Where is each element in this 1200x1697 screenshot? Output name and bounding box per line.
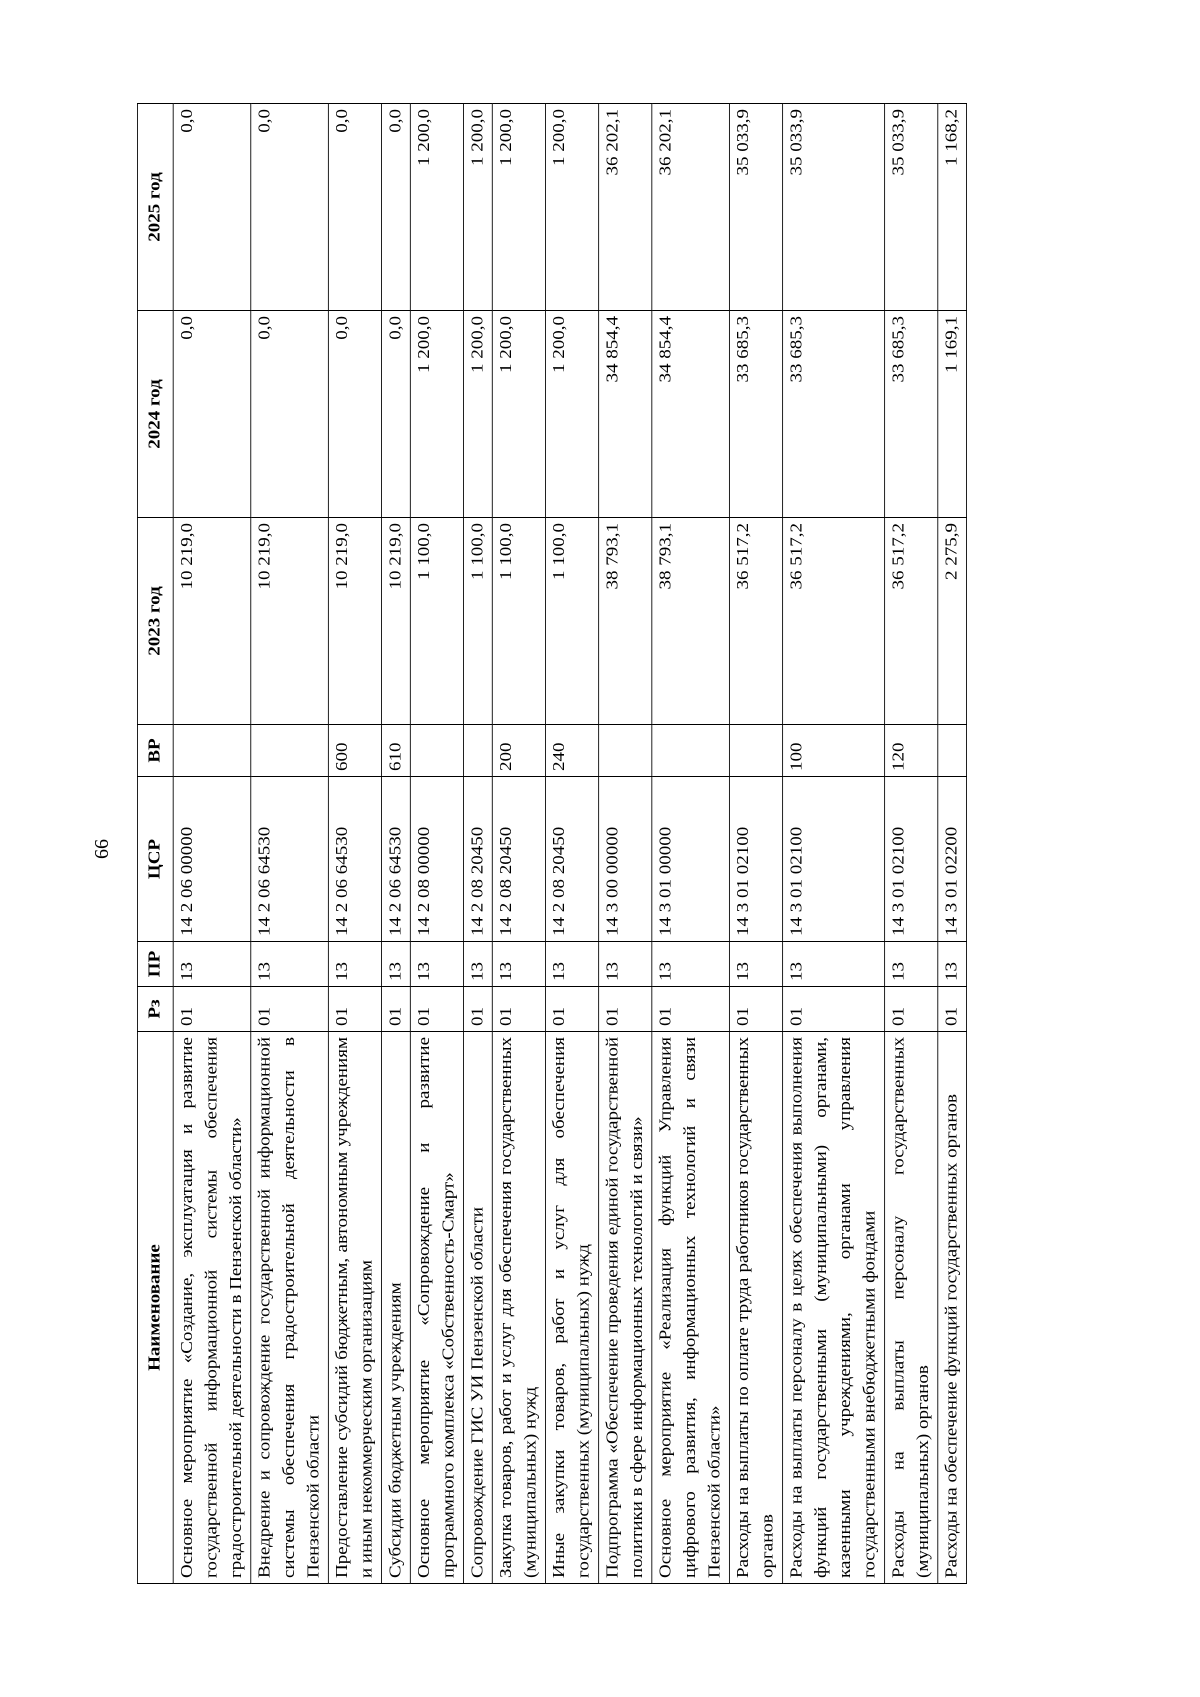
table-row	[652, 104, 730, 1584]
table-row	[410, 104, 463, 1584]
cell-vr	[410, 725, 463, 777]
cell-name: Основное мероприятие «Сопровождение и развитие программного комплекса «Собственность-Смарт»	[410, 1032, 463, 1584]
cell-pr: 13	[328, 942, 381, 987]
cell-name: Основное мероприятие «Реализация функций Управления цифрового развития, информационных технологий и связи Пензенской области»	[652, 1032, 730, 1584]
cell-csr: 14 3 01 02100	[729, 777, 782, 942]
cell-pr: 13	[729, 942, 782, 987]
cell-csr: 14 3 01 02100	[885, 777, 938, 942]
cell-2024: 0,0	[328, 311, 381, 518]
table-row	[382, 104, 411, 1584]
cell-2025: 0,0	[251, 104, 329, 311]
cell-csr: 14 3 01 00000	[652, 777, 730, 942]
cell-2024: 1 169,1	[938, 311, 967, 518]
cell-name: Расходы на выплаты персоналу в целях обеспечения выполнения функций государственными (муниципальными) органами, казенными учреждениями, органами управления государственными внебюджетными фондами	[783, 1032, 885, 1584]
cell-csr: 14 2 06 64530	[328, 777, 381, 942]
cell-csr: 14 3 00 00000	[599, 777, 652, 942]
cell-pr: 13	[464, 942, 493, 987]
budget-table	[137, 103, 967, 1584]
cell-2024: 34 854,4	[599, 311, 652, 518]
header-row	[137, 104, 173, 1584]
cell-rz: 01	[783, 987, 885, 1032]
header-csr: ЦСР	[137, 777, 173, 942]
header-name: Наименование	[137, 1032, 173, 1584]
cell-rz: 01	[545, 987, 598, 1032]
cell-name: Расходы на обеспечение функций государственных органов	[938, 1032, 967, 1584]
cell-2024: 1 200,0	[492, 311, 545, 518]
table-body	[173, 104, 966, 1584]
cell-2023: 38 793,1	[652, 518, 730, 725]
cell-2023: 2 275,9	[938, 518, 967, 725]
cell-rz: 01	[464, 987, 493, 1032]
cell-vr	[729, 725, 782, 777]
cell-2025: 1 168,2	[938, 104, 967, 311]
cell-pr: 13	[885, 942, 938, 987]
cell-name: Расходы на выплаты по оплате труда работников государственных органов	[729, 1032, 782, 1584]
cell-2025: 35 033,9	[783, 104, 885, 311]
cell-csr: 14 3 01 02100	[783, 777, 885, 942]
cell-vr: 120	[885, 725, 938, 777]
cell-2023: 1 100,0	[492, 518, 545, 725]
cell-pr: 13	[382, 942, 411, 987]
cell-vr: 100	[783, 725, 885, 777]
cell-rz: 01	[729, 987, 782, 1032]
cell-pr: 13	[492, 942, 545, 987]
cell-name: Основное мероприятие «Создание, эксплуатация и развитие государственной информационной системы обеспечения градостроительной деятельности в Пензенской области»	[173, 1032, 251, 1584]
table-row	[545, 104, 598, 1584]
cell-csr: 14 2 08 20450	[492, 777, 545, 942]
cell-pr: 13	[938, 942, 967, 987]
cell-vr: 240	[545, 725, 598, 777]
cell-name: Сопровождение ГИС УИ Пензенской области	[464, 1032, 493, 1584]
cell-2024: 0,0	[173, 311, 251, 518]
cell-2023: 38 793,1	[599, 518, 652, 725]
cell-2024: 1 200,0	[410, 311, 463, 518]
table-row	[492, 104, 545, 1584]
cell-rz: 01	[652, 987, 730, 1032]
cell-vr	[599, 725, 652, 777]
cell-vr	[938, 725, 967, 777]
table-row	[251, 104, 329, 1584]
cell-rz: 01	[492, 987, 545, 1032]
cell-2024: 33 685,3	[885, 311, 938, 518]
cell-2024: 0,0	[382, 311, 411, 518]
header-2025: 2025 год	[137, 104, 173, 311]
cell-csr: 14 3 01 02200	[938, 777, 967, 942]
cell-name: Внедрение и сопровождение государственной информационной системы обеспечения градостроительной деятельности в Пензенской области	[251, 1032, 329, 1584]
cell-rz: 01	[599, 987, 652, 1032]
cell-2025: 1 200,0	[545, 104, 598, 311]
cell-2023: 10 219,0	[173, 518, 251, 725]
cell-pr: 13	[599, 942, 652, 987]
cell-2025: 0,0	[173, 104, 251, 311]
page-number: 66	[91, 839, 113, 859]
header-vr: ВР	[137, 725, 173, 777]
table-row	[599, 104, 652, 1584]
cell-vr	[251, 725, 329, 777]
cell-rz: 01	[410, 987, 463, 1032]
cell-vr	[173, 725, 251, 777]
cell-2023: 36 517,2	[729, 518, 782, 725]
cell-2024: 0,0	[251, 311, 329, 518]
cell-2023: 10 219,0	[251, 518, 329, 725]
cell-2023: 1 100,0	[545, 518, 598, 725]
cell-pr: 13	[545, 942, 598, 987]
cell-vr: 200	[492, 725, 545, 777]
cell-csr: 14 2 08 20450	[545, 777, 598, 942]
cell-name: Субсидии бюджетным учреждениям	[382, 1032, 411, 1584]
cell-vr	[652, 725, 730, 777]
cell-pr: 13	[173, 942, 251, 987]
header-pr: ПР	[137, 942, 173, 987]
header-2024: 2024 год	[137, 311, 173, 518]
cell-rz: 01	[885, 987, 938, 1032]
cell-2024: 33 685,3	[783, 311, 885, 518]
table-row	[783, 104, 885, 1584]
cell-2023: 10 219,0	[382, 518, 411, 725]
table-row	[173, 104, 251, 1584]
table-row	[464, 104, 493, 1584]
cell-2023: 36 517,2	[885, 518, 938, 725]
cell-2025: 1 200,0	[492, 104, 545, 311]
cell-2024: 34 854,4	[652, 311, 730, 518]
table-row	[729, 104, 782, 1584]
table-row	[938, 104, 967, 1584]
cell-vr: 610	[382, 725, 411, 777]
cell-2025: 35 033,9	[885, 104, 938, 311]
header-2023: 2023 год	[137, 518, 173, 725]
rotated-table-wrapper	[137, 104, 961, 1584]
cell-2025: 0,0	[382, 104, 411, 311]
cell-csr: 14 2 08 00000	[410, 777, 463, 942]
cell-2025: 1 200,0	[410, 104, 463, 311]
cell-name: Предоставление субсидий бюджетным, автономным учреждениям и иным некоммерческим организациям	[328, 1032, 381, 1584]
cell-2024: 1 200,0	[545, 311, 598, 518]
cell-pr: 13	[652, 942, 730, 987]
cell-rz: 01	[382, 987, 411, 1032]
header-rz: Рз	[137, 987, 173, 1032]
cell-pr: 13	[251, 942, 329, 987]
table-row	[328, 104, 381, 1584]
cell-csr: 14 2 06 00000	[173, 777, 251, 942]
cell-2024: 33 685,3	[729, 311, 782, 518]
cell-2025: 35 033,9	[729, 104, 782, 311]
cell-rz: 01	[938, 987, 967, 1032]
cell-rz: 01	[173, 987, 251, 1032]
cell-2023: 1 100,0	[464, 518, 493, 725]
cell-csr: 14 2 06 64530	[251, 777, 329, 942]
cell-2023: 1 100,0	[410, 518, 463, 725]
cell-pr: 13	[783, 942, 885, 987]
table-header	[137, 104, 173, 1584]
cell-name: Подпрограмма «Обеспечение проведения единой государственной политики в сфере информационных технологий и связи»	[599, 1032, 652, 1584]
cell-name: Иные закупки товаров, работ и услуг для обеспечения государственных (муниципальных) нужд	[545, 1032, 598, 1584]
cell-vr: 600	[328, 725, 381, 777]
cell-name: Расходы на выплаты персоналу государственных (муниципальных) органов	[885, 1032, 938, 1584]
cell-csr: 14 2 06 64530	[382, 777, 411, 942]
cell-name: Закупка товаров, работ и услуг для обеспечения государственных (муниципальных) нужд	[492, 1032, 545, 1584]
cell-2025: 36 202,1	[599, 104, 652, 311]
cell-2024: 1 200,0	[464, 311, 493, 518]
cell-pr: 13	[410, 942, 463, 987]
cell-2023: 36 517,2	[783, 518, 885, 725]
cell-rz: 01	[328, 987, 381, 1032]
cell-2025: 36 202,1	[652, 104, 730, 311]
cell-vr	[464, 725, 493, 777]
cell-rz: 01	[251, 987, 329, 1032]
table-row	[885, 104, 938, 1584]
cell-2023: 10 219,0	[328, 518, 381, 725]
cell-2025: 0,0	[328, 104, 381, 311]
cell-2025: 1 200,0	[464, 104, 493, 311]
cell-csr: 14 2 08 20450	[464, 777, 493, 942]
